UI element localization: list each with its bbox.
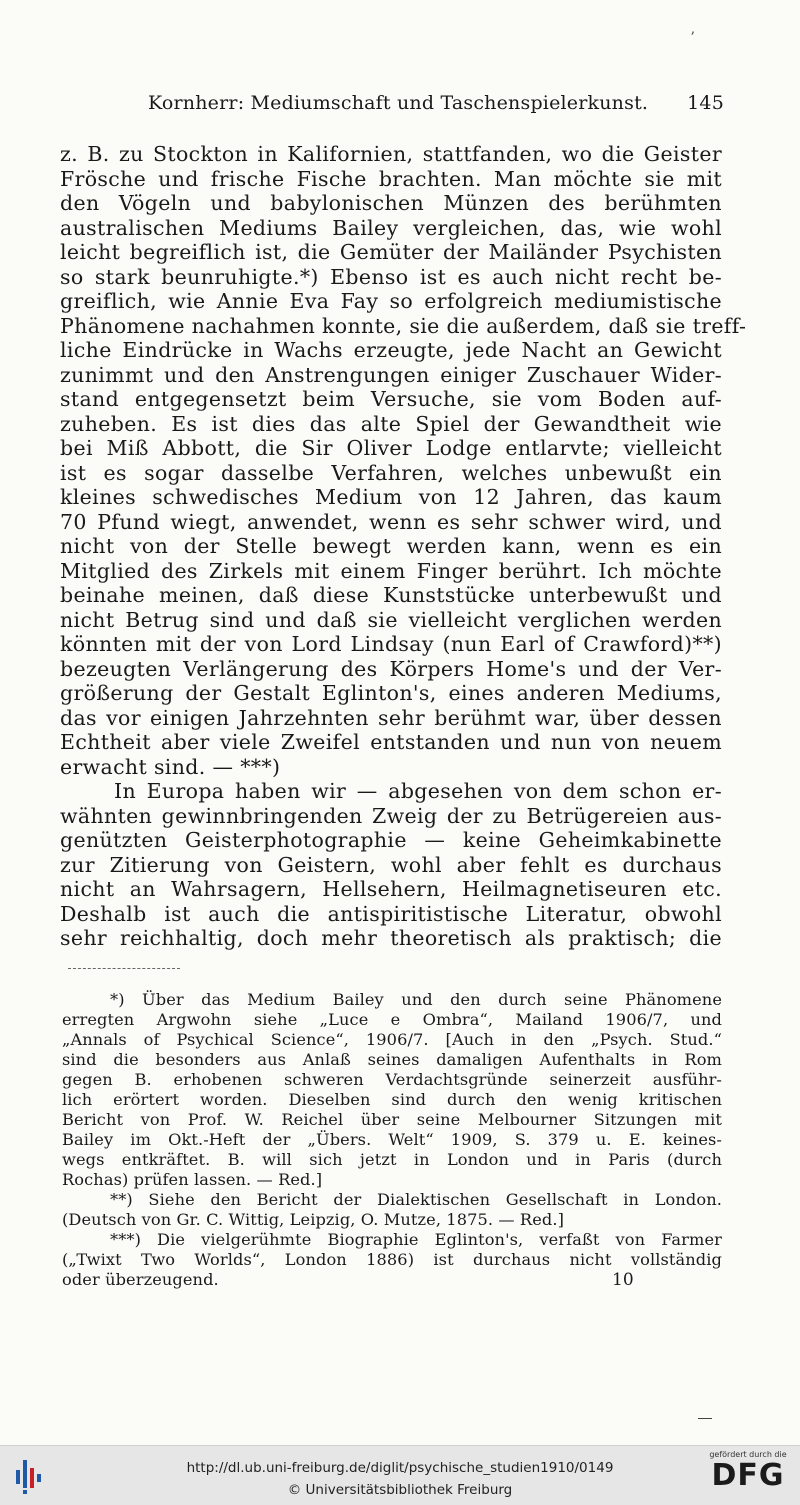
footnote-line: gegen B. erhobenen schweren Verdachtsgründe seinerzeit ausführ- [62, 1070, 722, 1089]
body-line: Phänomene nachahmen konnte, sie die außerdem, daß sie treff- [60, 313, 747, 338]
corner-dash [698, 1418, 712, 1419]
body-line: australischen Mediums Bailey vergleichen, das, wie wohl [60, 215, 722, 240]
body-line: wähnten gewinnbringenden Zweig der zu Betrügereien aus- [60, 803, 722, 828]
footnote-line: Rochas) prüfen lassen. — Red.] [62, 1170, 323, 1189]
body-line: zunimmt und den Anstrengungen einiger Zuschauer Wider- [60, 362, 722, 387]
body-line: zur Zitierung von Geistern, wohl aber fehlt es durchaus [60, 852, 722, 877]
body-line: leicht begreiflich ist, die Gemüter der Mailänder Psychisten [60, 240, 722, 264]
body-line: genützten Geisterphotographie — keine Geheimkabinette [60, 828, 722, 852]
body-line: könnten mit der von Lord Lindsay (nun Earl of Crawford)**) [60, 632, 722, 656]
body-line: nicht an Wahrsagern, Hellsehern, Heilmagnetiseuren etc. [60, 877, 722, 901]
body-line: stand entgegensetzt beim Versuche, sie vom Boden auf- [60, 387, 722, 411]
body-line: Mitglied des Zirkels mit einem Finger berührt. Ich möchte [60, 558, 722, 583]
body-line: Frösche und frische Fische brachten. Man möchte sie mit [60, 166, 722, 191]
body-line: größerung der Gestalt Eglinton's, eines anderen Mediums, [60, 681, 722, 705]
body-line: Echtheit aber viele Zweifel entstanden und nun von neuem [60, 730, 722, 754]
footnote-line: (Deutsch von Gr. C. Wittig, Leipzig, O. Mutze, 1875. — Red.] [62, 1210, 565, 1229]
footnote-rule [68, 968, 180, 969]
footer-copyright: © Universitätsbibliothek Freiburg [287, 1482, 513, 1498]
body-line: In Europa haben wir — abgesehen von dem schon er- [114, 779, 722, 803]
footnote-line: wegs entkräftet. B. will sich jetzt in London und in Paris (durch [62, 1150, 722, 1169]
corner-mark: ʼ [690, 30, 695, 46]
running-head [148, 92, 724, 122]
footnote-line: *) Über das Medium Bailey und den durch seine Phänomene [110, 990, 722, 1009]
page-number: 145 [687, 92, 724, 114]
signature-mark: 10 [612, 1270, 634, 1290]
dfg-tagline: gefördert durch die [709, 1450, 787, 1459]
body-line: sehr reichhaltig, doch mehr theoretisch als praktisch; die [60, 926, 722, 950]
running-head-title: Kornherr: Mediumschaft und Taschenspielerkunst. [148, 92, 649, 114]
body-line: bei Miß Abbott, die Sir Oliver Lodge entlarvte; vielleicht [60, 436, 722, 460]
footnote-line: Bericht von Prof. W. Reichel über seine Melbourner Sitzungen mit [62, 1110, 722, 1129]
footnote-line: oder überzeugend. [62, 1270, 219, 1289]
body-text [60, 142, 747, 951]
body-line: beinahe meinen, daß diese Kunststücke unterbewußt und [60, 583, 722, 607]
dfg-mark: DFG [711, 1458, 785, 1493]
footnote-line: lich erörtert worden. Dieselben sind durch den wenig kritischen [62, 1090, 722, 1109]
footnote-line: **) Siehe den Bericht der Dialektischen Gesellschaft in London. [110, 1190, 722, 1209]
body-line: zuheben. Es ist dies das alte Spiel der Gewandtheit wie [60, 411, 722, 436]
body-line: ist es sogar dasselbe Verfahren, welches unbewußt ein [60, 460, 722, 485]
body-line: das vor einigen Jahrzehnten sehr berühmt war, über dessen [60, 705, 722, 730]
body-line: bezeugten Verlängerung des Körpers Home's und der Ver- [60, 656, 722, 681]
body-line: nicht Betrug sind und daß sie vielleicht verglichen werden [60, 607, 722, 632]
body-line: z. B. zu Stockton in Kalifornien, stattfanden, wo die Geister [60, 142, 722, 166]
body-line: 70 Pfund wiegt, anwendet, wenn es sehr schwer wird, und [60, 509, 722, 534]
footer-url-link[interactable]: http://dl.ub.uni-freiburg.de/diglit/psychische_studien1910/0149 [186, 1460, 614, 1476]
body-line: erwacht sind. — ***) [60, 754, 281, 779]
footnote-line: („Twixt Two Worlds“, London 1886) ist durchaus nicht vollständig [62, 1250, 722, 1269]
body-line: so stark beunruhigte.*) Ebenso ist es auch nicht recht be- [60, 264, 722, 289]
body-line: greiflich, wie Annie Eva Fay so erfolgreich mediumistische [60, 289, 722, 313]
viewer-footer [0, 1445, 800, 1505]
footnotes [62, 990, 722, 1290]
dfg-logo-icon[interactable] [700, 1450, 796, 1502]
footnote-line: „Annals of Psychical Science“, 1906/7. [Auch in den „Psych. Stud.“ [62, 1030, 722, 1049]
footnote-line: sind die besonders aus Anlaß seines damaligen Aufenthalts in Rom [62, 1050, 722, 1069]
body-line: nicht von der Stelle bewegt werden kann, wenn es ein [60, 534, 722, 558]
body-line: den Vögeln und babylonischen Münzen des berühmten [60, 191, 722, 215]
footnote-line: Bailey im Okt.-Heft der „Übers. Welt“ 1909, S. 379 u. E. keines- [62, 1130, 722, 1149]
body-line: Deshalb ist auch die antispiritistische Literatur, obwohl [60, 901, 722, 926]
footnote-line: ***) Die vielgerühmte Biographie Eglinton's, verfaßt von Farmer [110, 1230, 722, 1249]
footnote-line: erregten Argwohn siehe „Luce e Ombra“, Mailand 1906/7, und [62, 1010, 722, 1029]
body-line: liche Eindrücke in Wachs erzeugte, jede Nacht an Gewicht [60, 338, 722, 362]
body-line: kleines schwedisches Medium von 12 Jahren, das kaum [60, 485, 722, 509]
